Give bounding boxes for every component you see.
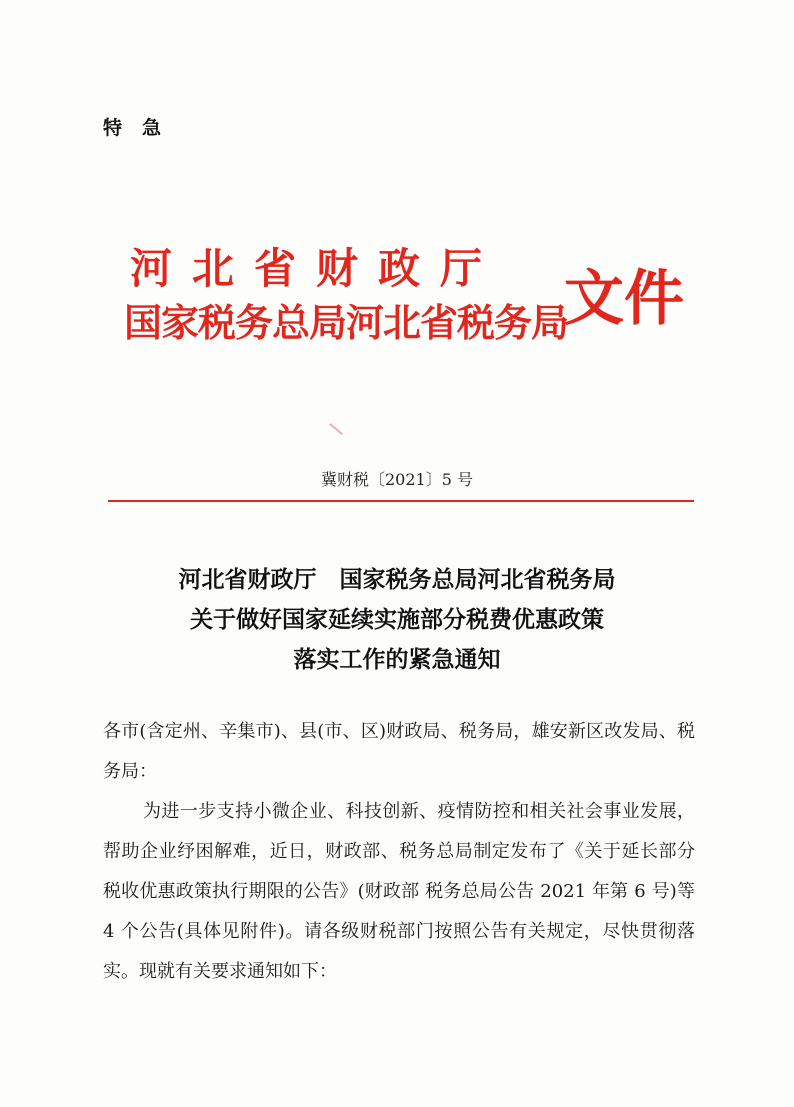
scan-mark (329, 423, 343, 435)
urgency-label: 特急 (103, 117, 182, 139)
masthead-org-finance: 河北省财政厅 (130, 244, 503, 293)
document-title (0, 560, 794, 680)
masthead-doc-type: 文件 (564, 264, 684, 334)
title-line-2: 关于做好国家延续实施部分税费优惠政策 (190, 607, 604, 633)
masthead-org-tax: 国家税务总局河北省税务局 (124, 301, 569, 345)
red-divider-line (108, 500, 694, 502)
title-line-1: 河北省财政厅 国家税务总局河北省税务局 (178, 567, 616, 593)
body-paragraph-1: 为进一步支持小微企业、科技创新、疫情防控和相关社会事业发展，帮助企业纾困解难，近日，财政部、税务总局制定发布了《关于延长部分税收优惠政策执行期限的公告》(财政部 税务总局公告 2021 年第 6 号)等 4 个公告(具体见附件)。请各级财税部门按照公告有关规定，尽快贯彻落实。现就有关要求通知如下： (103, 801, 695, 982)
document-number: 冀财税〔2021〕5 号 (321, 470, 473, 489)
title-line-3: 落实工作的紧急通知 (293, 647, 501, 673)
document-body (103, 712, 695, 992)
document-masthead (124, 243, 684, 363)
addressee-paragraph: 各市(含定州、辛集市)、县(市、区)财政局、税务局，雄安新区改发局、税务局： (103, 721, 695, 782)
